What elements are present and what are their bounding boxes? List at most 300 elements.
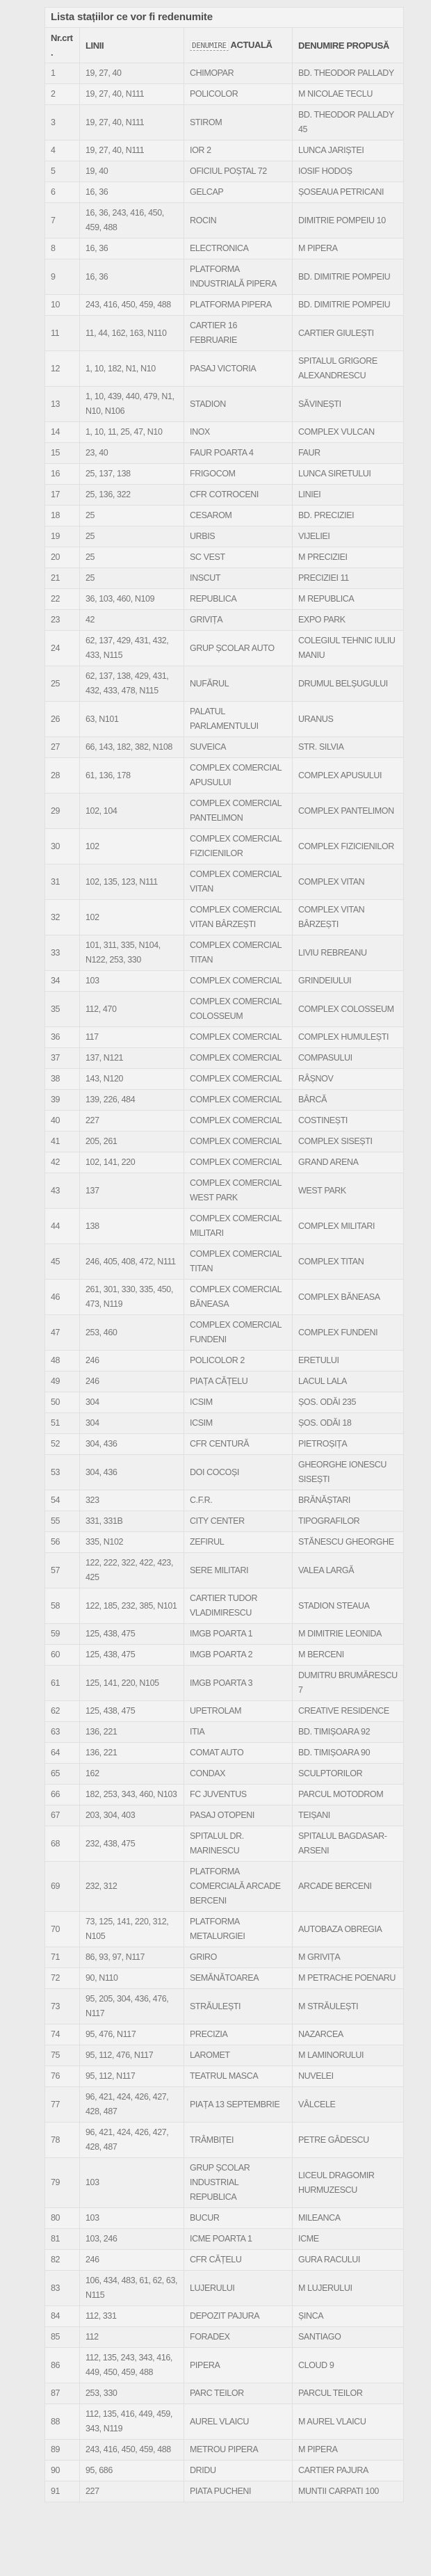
cell-denumire-actuala: COMPLEX COMERCIAL MILITARI — [184, 1209, 293, 1244]
cell-linii: 1, 10, 439, 440, 479, N1, N10, N106 — [80, 387, 184, 422]
table-row — [45, 2229, 404, 2250]
cell-nr: 72 — [45, 1968, 80, 1989]
cell-linii: 205, 261 — [80, 1132, 184, 1152]
cell-denumire-propusa: TIPOGRAFILOR — [293, 1511, 404, 1532]
table-row — [45, 1434, 404, 1455]
cell-denumire-propusa: VÂLCELE — [293, 2087, 404, 2123]
cell-denumire-actuala: CFR CENTURĂ — [184, 1434, 293, 1455]
table-row — [45, 2024, 404, 2045]
cell-nr: 13 — [45, 387, 80, 422]
cell-nr: 76 — [45, 2066, 80, 2087]
cell-denumire-propusa: COMPLEX COLOSSEUM — [293, 992, 404, 1027]
cell-denumire-propusa: TEIȘANI — [293, 1805, 404, 1826]
cell-linii: 304, 436 — [80, 1434, 184, 1455]
cell-denumire-propusa: CARTIER GIULEȘTI — [293, 316, 404, 351]
cell-denumire-propusa: PETRE GÂDESCU — [293, 2123, 404, 2158]
table-row — [45, 568, 404, 589]
table-row — [45, 182, 404, 203]
cell-denumire-actuala: COMPLEX COMERCIAL PANTELIMON — [184, 794, 293, 829]
cell-denumire-propusa: VIJELIEI — [293, 526, 404, 547]
cell-denumire-propusa: COMPASULUI — [293, 1048, 404, 1069]
table-row — [45, 829, 404, 864]
table-row — [45, 935, 404, 971]
header-linii: LINII — [80, 28, 184, 63]
cell-denumire-actuala: CFR CĂȚELU — [184, 2250, 293, 2271]
cell-nr: 85 — [45, 2327, 80, 2348]
cell-denumire-actuala: AUREL VLAICU — [184, 2404, 293, 2440]
cell-nr: 62 — [45, 1701, 80, 1722]
cell-denumire-propusa: LUNCA JARIȘTEI — [293, 140, 404, 161]
table-row — [45, 992, 404, 1027]
cell-linii: 102, 135, 123, N111 — [80, 864, 184, 900]
table-row — [45, 1624, 404, 1645]
cell-denumire-propusa: M REPUBLICA — [293, 589, 404, 610]
cell-denumire-actuala: REPUBLICA — [184, 589, 293, 610]
cell-denumire-actuala: PIATA PUCHENI — [184, 2481, 293, 2502]
table-row — [45, 1666, 404, 1701]
cell-linii: 95, 476, N117 — [80, 2024, 184, 2045]
table-row — [45, 1209, 404, 1244]
table-row — [45, 1862, 404, 1912]
cell-denumire-propusa: ICME — [293, 2229, 404, 2250]
table-row — [45, 1244, 404, 1280]
cell-denumire-propusa: DIMITRIE POMPEIU 10 — [293, 203, 404, 239]
cell-denumire-actuala: ICSIM — [184, 1392, 293, 1413]
cell-denumire-propusa: COMPLEX PANTELIMON — [293, 794, 404, 829]
cell-nr: 57 — [45, 1553, 80, 1588]
table-row — [45, 2327, 404, 2348]
cell-nr: 23 — [45, 610, 80, 631]
cell-denumire-actuala: STRĂULEȘTI — [184, 1989, 293, 2024]
table-row — [45, 2271, 404, 2306]
cell-denumire-actuala: PASAJ OTOPENI — [184, 1805, 293, 1826]
cell-denumire-propusa: COMPLEX VITAN BÂRZEȘTI — [293, 900, 404, 935]
cell-linii: 101, 311, 335, N104, N122, 253, 330 — [80, 935, 184, 971]
cell-denumire-actuala: SUVEICA — [184, 737, 293, 758]
cell-linii: 137, N121 — [80, 1048, 184, 1069]
cell-linii: 203, 304, 403 — [80, 1805, 184, 1826]
cell-nr: 36 — [45, 1027, 80, 1048]
cell-denumire-propusa: COMPLEX VITAN — [293, 864, 404, 900]
cell-denumire-actuala: FRIGOCOM — [184, 464, 293, 485]
cell-denumire-propusa: ȘINCA — [293, 2306, 404, 2327]
cell-nr: 4 — [45, 140, 80, 161]
cell-nr: 14 — [45, 422, 80, 443]
table-row — [45, 971, 404, 992]
cell-denumire-propusa: DUMITRU BRUMĂRESCU 7 — [293, 1666, 404, 1701]
cell-denumire-actuala: COMPLEX COMERCIAL APUSULUI — [184, 758, 293, 794]
cell-denumire-propusa: ERETULUI — [293, 1351, 404, 1371]
cell-nr: 31 — [45, 864, 80, 900]
cell-nr: 32 — [45, 900, 80, 935]
cell-denumire-propusa: GRAND ARENA — [293, 1152, 404, 1173]
cell-linii: 232, 438, 475 — [80, 1826, 184, 1862]
cell-denumire-propusa: SANTIAGO — [293, 2327, 404, 2348]
cell-denumire-actuala: GELCAP — [184, 182, 293, 203]
table-row — [45, 1371, 404, 1392]
cell-denumire-actuala: PLATFORMA COMERCIALĂ ARCADE BERCENI — [184, 1862, 293, 1912]
cell-nr: 7 — [45, 203, 80, 239]
cell-denumire-propusa: WEST PARK — [293, 1173, 404, 1209]
cell-linii: 122, 185, 232, 385, N101 — [80, 1588, 184, 1624]
cell-linii: 1, 10, 182, N1, N10 — [80, 351, 184, 387]
cell-denumire-actuala: COMPLEX COMERCIAL TITAN — [184, 935, 293, 971]
cell-linii: 66, 143, 182, 382, N108 — [80, 737, 184, 758]
cell-nr: 73 — [45, 1989, 80, 2024]
cell-denumire-actuala: FC JUVENTUS — [184, 1785, 293, 1805]
cell-linii: 19, 27, 40, N111 — [80, 140, 184, 161]
cell-nr: 60 — [45, 1645, 80, 1666]
cell-denumire-actuala: COMPLEX COMERCIAL — [184, 1152, 293, 1173]
cell-nr: 19 — [45, 526, 80, 547]
table-row — [45, 1532, 404, 1553]
cell-linii: 73, 125, 141, 220, 312, N105 — [80, 1912, 184, 1947]
table-row — [45, 105, 404, 140]
table-row — [45, 2383, 404, 2404]
cell-denumire-actuala: ELECTRONICA — [184, 239, 293, 259]
cell-denumire-actuala: COMPLEX COMERCIAL VITAN — [184, 864, 293, 900]
table-row — [45, 351, 404, 387]
cell-denumire-actuala: COMPLEX COMERCIAL FIZICIENILOR — [184, 829, 293, 864]
cell-nr: 74 — [45, 2024, 80, 2045]
cell-denumire-actuala: SPITALUL DR. MARINESCU — [184, 1826, 293, 1862]
cell-nr: 41 — [45, 1132, 80, 1152]
table-row — [45, 485, 404, 506]
cell-denumire-actuala: GRUP ȘCOLAR INDUSTRIAL REPUBLICA — [184, 2158, 293, 2208]
cell-linii: 125, 438, 475 — [80, 1624, 184, 1645]
cell-nr: 70 — [45, 1912, 80, 1947]
cell-denumire-actuala: ROCIN — [184, 203, 293, 239]
cell-linii: 246, 405, 408, 472, N111 — [80, 1244, 184, 1280]
cell-denumire-propusa: CARTIER PAJURA — [293, 2461, 404, 2481]
header-actuala-label: ACTUALĂ — [230, 40, 273, 50]
cell-denumire-actuala: GRIRO — [184, 1947, 293, 1968]
cell-nr: 64 — [45, 1743, 80, 1764]
cell-nr: 18 — [45, 506, 80, 526]
cell-nr: 80 — [45, 2208, 80, 2229]
cell-denumire-propusa: RÂȘNOV — [293, 1069, 404, 1090]
cell-linii: 96, 421, 424, 426, 427, 428, 487 — [80, 2123, 184, 2158]
cell-linii: 112, 470 — [80, 992, 184, 1027]
table-row — [45, 259, 404, 295]
cell-linii: 25 — [80, 526, 184, 547]
cell-denumire-actuala: COMPLEX COMERCIAL — [184, 1132, 293, 1152]
cell-denumire-propusa: SPITALUL GRIGORE ALEXANDRESCU — [293, 351, 404, 387]
cell-nr: 88 — [45, 2404, 80, 2440]
cell-denumire-actuala: STADION — [184, 387, 293, 422]
cell-linii: 138 — [80, 1209, 184, 1244]
cell-linii: 117 — [80, 1027, 184, 1048]
cell-denumire-actuala: CITY CENTER — [184, 1511, 293, 1532]
table-row — [45, 1743, 404, 1764]
cell-nr: 38 — [45, 1069, 80, 1090]
cell-linii: 246 — [80, 1351, 184, 1371]
tooltip-term-denumire: DENUMIRE — [190, 40, 229, 51]
cell-denumire-propusa: BD. TIMIȘOARA 92 — [293, 1722, 404, 1743]
cell-denumire-actuala: COMPLEX COMERCIAL — [184, 971, 293, 992]
cell-linii: 143, N120 — [80, 1069, 184, 1090]
table-title: Lista stațiilor ce vor fi redenumite — [45, 8, 404, 28]
cell-denumire-propusa: PARCUL MOTODROM — [293, 1785, 404, 1805]
cell-denumire-actuala: CARTIER 16 FEBRUARIE — [184, 316, 293, 351]
table-row — [45, 161, 404, 182]
table-row — [45, 1280, 404, 1315]
cell-linii: 95, 112, 476, N117 — [80, 2045, 184, 2066]
table-row — [45, 387, 404, 422]
header-denumire-actuala — [184, 28, 293, 63]
cell-denumire-actuala: SERE MILITARI — [184, 1553, 293, 1588]
cell-nr: 50 — [45, 1392, 80, 1413]
cell-linii: 112 — [80, 2327, 184, 2348]
cell-nr: 78 — [45, 2123, 80, 2158]
cell-denumire-actuala: POLICOLOR — [184, 84, 293, 105]
cell-nr: 12 — [45, 351, 80, 387]
cell-denumire-actuala: FAUR POARTA 4 — [184, 443, 293, 464]
cell-denumire-propusa: ARCADE BERCENI — [293, 1862, 404, 1912]
table-row — [45, 1455, 404, 1490]
cell-nr: 55 — [45, 1511, 80, 1532]
cell-linii: 25 — [80, 568, 184, 589]
cell-nr: 27 — [45, 737, 80, 758]
cell-linii: 16, 36, 243, 416, 450, 459, 488 — [80, 203, 184, 239]
table-row — [45, 2045, 404, 2066]
cell-nr: 8 — [45, 239, 80, 259]
cell-nr: 26 — [45, 702, 80, 737]
table-row — [45, 864, 404, 900]
cell-nr: 45 — [45, 1244, 80, 1280]
cell-denumire-propusa: M DIMITRIE LEONIDA — [293, 1624, 404, 1645]
table-body — [45, 63, 404, 2502]
cell-linii: 182, 253, 343, 460, N103 — [80, 1785, 184, 1805]
cell-denumire-actuala: COMPLEX COMERCIAL TITAN — [184, 1244, 293, 1280]
cell-denumire-actuala: COMPLEX COMERCIAL VITAN BÂRZEȘTI — [184, 900, 293, 935]
cell-linii: 95, 686 — [80, 2461, 184, 2481]
table-row — [45, 2123, 404, 2158]
cell-linii: 112, 135, 243, 343, 416, 449, 450, 459, 488 — [80, 2348, 184, 2383]
table-row — [45, 1111, 404, 1132]
table-row — [45, 1764, 404, 1785]
cell-denumire-propusa: LUNCA SIRETULUI — [293, 464, 404, 485]
table-row — [45, 1027, 404, 1048]
cell-nr: 81 — [45, 2229, 80, 2250]
cell-linii: 102, 104 — [80, 794, 184, 829]
cell-nr: 28 — [45, 758, 80, 794]
table-row — [45, 1826, 404, 1862]
cell-denumire-propusa: CLOUD 9 — [293, 2348, 404, 2383]
cell-denumire-actuala: PLATFORMA METALURGIEI — [184, 1912, 293, 1947]
cell-denumire-propusa: M PIPERA — [293, 2440, 404, 2461]
table-row — [45, 1645, 404, 1666]
cell-nr: 79 — [45, 2158, 80, 2208]
cell-denumire-propusa: URANUS — [293, 702, 404, 737]
cell-linii: 25, 136, 322 — [80, 485, 184, 506]
cell-denumire-actuala: TEATRUL MASCA — [184, 2066, 293, 2087]
cell-denumire-actuala: BUCUR — [184, 2208, 293, 2229]
cell-denumire-actuala: UPETROLAM — [184, 1701, 293, 1722]
cell-nr: 33 — [45, 935, 80, 971]
cell-denumire-propusa: COMPLEX APUSULUI — [293, 758, 404, 794]
table-row — [45, 2348, 404, 2383]
table-row — [45, 422, 404, 443]
cell-linii: 16, 36 — [80, 182, 184, 203]
cell-denumire-actuala: PLATFORMA PIPERA — [184, 295, 293, 316]
table-row — [45, 702, 404, 737]
header-denumire-propusa: DENUMIRE PROPUSĂ — [293, 28, 404, 63]
cell-denumire-propusa: EXPO PARK — [293, 610, 404, 631]
cell-linii: 103 — [80, 971, 184, 992]
cell-denumire-propusa: M PIPERA — [293, 239, 404, 259]
cell-denumire-actuala: PIPERA — [184, 2348, 293, 2383]
header-nr-crt: Nr.crt. — [45, 28, 80, 63]
cell-denumire-actuala: C.F.R. — [184, 1490, 293, 1511]
table-row — [45, 610, 404, 631]
cell-nr: 54 — [45, 1490, 80, 1511]
cell-denumire-actuala: PARC TEILOR — [184, 2383, 293, 2404]
cell-denumire-propusa: ȘOS. ODĂI 18 — [293, 1413, 404, 1434]
cell-linii: 106, 434, 483, 61, 62, 63, N115 — [80, 2271, 184, 2306]
cell-nr: 20 — [45, 547, 80, 568]
table-row — [45, 526, 404, 547]
cell-nr: 82 — [45, 2250, 80, 2271]
cell-denumire-propusa: NAZARCEA — [293, 2024, 404, 2045]
table-row — [45, 1152, 404, 1173]
cell-nr: 47 — [45, 1315, 80, 1351]
cell-denumire-propusa: DRUMUL BELȘUGULUI — [293, 666, 404, 702]
table-row — [45, 316, 404, 351]
cell-denumire-actuala: FORADEX — [184, 2327, 293, 2348]
cell-denumire-actuala: URBIS — [184, 526, 293, 547]
table-row — [45, 1722, 404, 1743]
cell-denumire-actuala: IOR 2 — [184, 140, 293, 161]
cell-denumire-actuala: GRIVIȚA — [184, 610, 293, 631]
table-row — [45, 84, 404, 105]
cell-denumire-propusa: BD. PRECIZIEI — [293, 506, 404, 526]
table-row — [45, 239, 404, 259]
cell-denumire-propusa: M GRIVIȚA — [293, 1947, 404, 1968]
table-row — [45, 1912, 404, 1947]
cell-denumire-propusa: MUNTII CARPATI 100 — [293, 2481, 404, 2502]
cell-nr: 6 — [45, 182, 80, 203]
cell-linii: 304 — [80, 1413, 184, 1434]
table-row — [45, 2158, 404, 2208]
cell-denumire-propusa: PARCUL TEILOR — [293, 2383, 404, 2404]
table-row — [45, 140, 404, 161]
cell-denumire-propusa: STĂNESCU GHEORGHE — [293, 1532, 404, 1553]
cell-nr: 35 — [45, 992, 80, 1027]
cell-nr: 56 — [45, 1532, 80, 1553]
cell-nr: 84 — [45, 2306, 80, 2327]
table-row — [45, 900, 404, 935]
table-row — [45, 589, 404, 610]
table-row — [45, 1315, 404, 1351]
cell-denumire-propusa: M PRECIZIEI — [293, 547, 404, 568]
cell-denumire-actuala: IMGB POARTA 2 — [184, 1645, 293, 1666]
cell-nr: 1 — [45, 63, 80, 84]
cell-denumire-actuala: INOX — [184, 422, 293, 443]
cell-nr: 68 — [45, 1826, 80, 1862]
cell-nr: 46 — [45, 1280, 80, 1315]
table-row — [45, 1048, 404, 1069]
cell-nr: 65 — [45, 1764, 80, 1785]
cell-linii: 19, 27, 40, N111 — [80, 84, 184, 105]
cell-denumire-propusa: LICEUL DRAGOMIR HURMUZESCU — [293, 2158, 404, 2208]
cell-linii: 102 — [80, 900, 184, 935]
table-row — [45, 2481, 404, 2502]
cell-nr: 2 — [45, 84, 80, 105]
cell-linii: 96, 421, 424, 426, 427, 428, 487 — [80, 2087, 184, 2123]
table-row — [45, 63, 404, 84]
cell-linii: 139, 226, 484 — [80, 1090, 184, 1111]
cell-nr: 10 — [45, 295, 80, 316]
cell-linii: 61, 136, 178 — [80, 758, 184, 794]
table-row — [45, 2066, 404, 2087]
cell-nr: 66 — [45, 1785, 80, 1805]
cell-linii: 112, 331 — [80, 2306, 184, 2327]
cell-denumire-actuala: COMAT AUTO — [184, 1743, 293, 1764]
cell-denumire-actuala: SEMĂNĂTOAREA — [184, 1968, 293, 1989]
cell-linii: 162 — [80, 1764, 184, 1785]
cell-nr: 40 — [45, 1111, 80, 1132]
cell-linii: 23, 40 — [80, 443, 184, 464]
cell-linii: 25 — [80, 506, 184, 526]
cell-denumire-propusa: MILEANCA — [293, 2208, 404, 2229]
cell-denumire-propusa: LACUL LALA — [293, 1371, 404, 1392]
cell-linii: 95, 205, 304, 436, 476, N117 — [80, 1989, 184, 2024]
cell-nr: 29 — [45, 794, 80, 829]
cell-linii: 253, 460 — [80, 1315, 184, 1351]
table-row — [45, 1968, 404, 1989]
cell-denumire-propusa: COMPLEX TITAN — [293, 1244, 404, 1280]
cell-nr: 37 — [45, 1048, 80, 1069]
cell-denumire-propusa: GURA RACULUI — [293, 2250, 404, 2271]
cell-denumire-propusa: SCULPTORILOR — [293, 1764, 404, 1785]
cell-nr: 91 — [45, 2481, 80, 2502]
cell-denumire-propusa: FAUR — [293, 443, 404, 464]
cell-denumire-propusa: CREATIVE RESIDENCE — [293, 1701, 404, 1722]
cell-denumire-actuala: CHIMOPAR — [184, 63, 293, 84]
table-title-row — [45, 8, 404, 28]
cell-denumire-propusa: AUTOBAZA OBREGIA — [293, 1912, 404, 1947]
cell-denumire-propusa: M LUJERULUI — [293, 2271, 404, 2306]
cell-denumire-actuala: PASAJ VICTORIA — [184, 351, 293, 387]
cell-denumire-actuala: DEPOZIT PAJURA — [184, 2306, 293, 2327]
cell-denumire-propusa: M AUREL VLAICU — [293, 2404, 404, 2440]
cell-denumire-propusa: SĂVINEȘTI — [293, 387, 404, 422]
cell-denumire-actuala: PALATUL PARLAMENTULUI — [184, 702, 293, 737]
cell-denumire-actuala: COMPLEX COMERCIAL — [184, 1069, 293, 1090]
cell-linii: 125, 438, 475 — [80, 1645, 184, 1666]
cell-nr: 89 — [45, 2440, 80, 2461]
cell-linii: 253, 330 — [80, 2383, 184, 2404]
cell-denumire-propusa: COMPLEX FUNDENI — [293, 1315, 404, 1351]
cell-linii: 19, 27, 40, N111 — [80, 105, 184, 140]
cell-linii: 25 — [80, 547, 184, 568]
cell-linii: 63, N101 — [80, 702, 184, 737]
cell-denumire-actuala: SC VEST — [184, 547, 293, 568]
cell-linii: 25, 137, 138 — [80, 464, 184, 485]
cell-linii: 16, 36 — [80, 239, 184, 259]
cell-denumire-actuala: DOI COCOȘI — [184, 1455, 293, 1490]
cell-denumire-propusa: M NICOLAE TECLU — [293, 84, 404, 105]
cell-denumire-propusa: STADION STEAUA — [293, 1588, 404, 1624]
cell-denumire-actuala: CONDAX — [184, 1764, 293, 1785]
cell-nr: 9 — [45, 259, 80, 295]
cell-denumire-propusa: M BERCENI — [293, 1645, 404, 1666]
cell-nr: 5 — [45, 161, 80, 182]
cell-linii: 323 — [80, 1490, 184, 1511]
cell-nr: 15 — [45, 443, 80, 464]
cell-linii: 16, 36 — [80, 259, 184, 295]
